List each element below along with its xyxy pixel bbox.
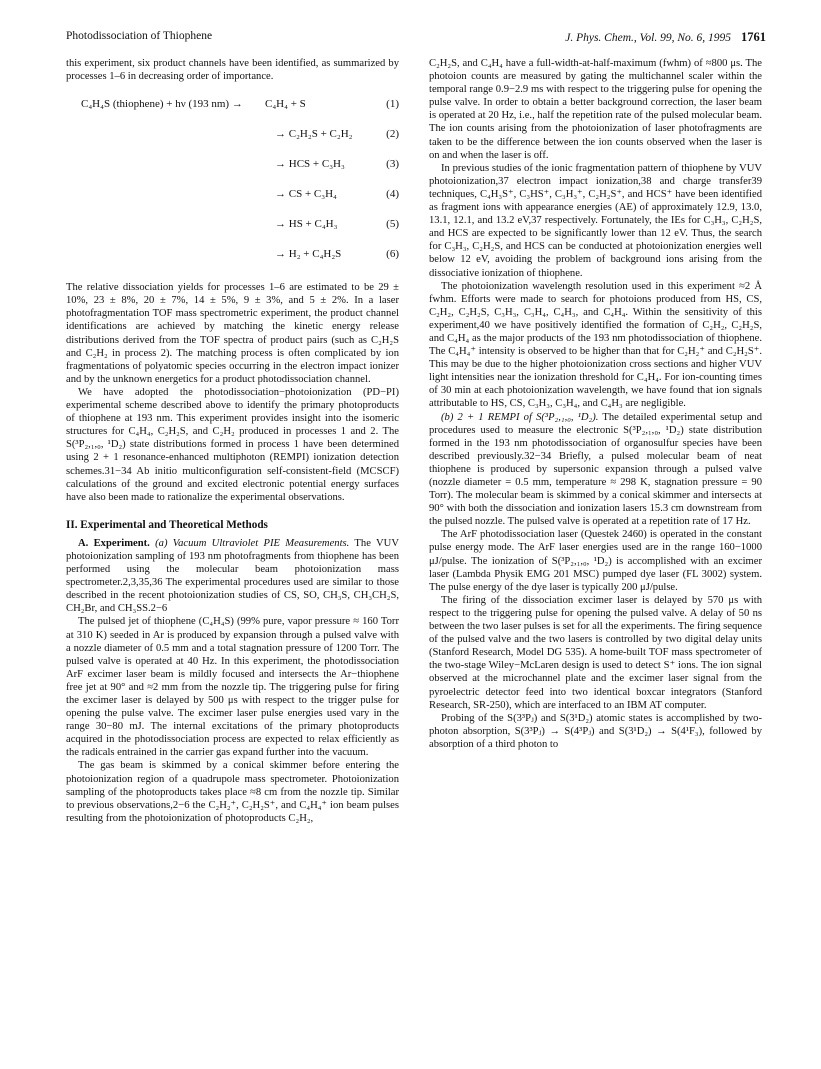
reaction-rhs: → CS + C₃H₄: [275, 188, 337, 201]
reaction-1: [66, 92, 399, 122]
reaction-rhs: C₄H₄ + S: [265, 98, 306, 111]
fwhm-paragraph: C₂H₂S, and C₄H₄ have a full-width-at-half-maximum (fwhm) of ≈800 μs. The photoion counts are measured by gating the multichannel scaler within the temporal range 0.9−2.9 ms with respect to the triggering pulse for opening the pulse valve. In order to obtain a better background correction, the laser beam is operated at 20 Hz, i.e., half the repetition rate of the pulsed molecular beam. The ion counts arising from the photoionization of laser photofragments are taken to be the difference between the ion counts observed when the laser is on and when the laser is off.: [429, 58, 762, 161]
reaction-5: [66, 212, 399, 242]
running-header: [66, 30, 766, 46]
reaction-rhs: → HCS + C₃H₃: [275, 158, 345, 171]
reaction-6: [66, 242, 399, 272]
reaction-number: (5): [386, 218, 399, 231]
journal-name: J. Phys. Chem., Vol. 99, No. 6, 1995: [565, 32, 731, 44]
reaction-number: (1): [386, 98, 399, 111]
reaction-scheme: [66, 92, 399, 272]
running-title: Photodissociation of Thiophene: [66, 30, 213, 42]
journal-citation: [565, 30, 766, 45]
rempi-paragraph: [429, 411, 762, 529]
vuv-paragraph: [66, 537, 399, 616]
reaction-number: (6): [386, 248, 399, 261]
fragmentation-paragraph: In previous studies of the ionic fragmentation pattern of thiophene by VUV photoionization,37 electron impact ionization,38 and charge transfer39 techniques, C₄H₃S⁺, C₃HS⁺, C₃H₃⁺, C₂H₂S⁺, and HCS⁺ have been identified as fragment ions with appearance energies (AE) of approximately 12.9, 13.0, 13.1, 12.1, and 13.2 eV,37 respectively. Fortunately, the IEs for C₃H₃, C₂H₂S, and HCS are expected to be significantly lower than 12 eV. Thus, the search for C₃H₃, C₂H₂S, and HCS can be conducted at photoionization energies well below 12 eV, avoiding the problem of background ions arising from the dissociative ionization of thiophene.: [429, 162, 762, 279]
reaction-number: (4): [386, 188, 399, 201]
reaction-3: [66, 152, 399, 182]
right-column: [429, 57, 762, 751]
vuv-text: The VUV photoionization sampling of 193 nm photofragments from thiophene has been performed using the molecular beam photoionization mass spectrometer.2,3,35,36 The experimental procedures used are similar to those described in the recent photoionization studies of CS, SO, CH₃S, CH₃CH₂S, CH₂Br, and CH₃SS.2−6: [66, 537, 399, 615]
reaction-number: (2): [386, 128, 399, 141]
section-heading: II. Experimental and Theoretical Methods: [66, 518, 268, 531]
rempi-text: The detailed experimental setup and procedures used to measure the electronic S(³P₂,₁,₀, ¹D₂) state distribution formed in the 193 nm photodissociation of organosulfur species have been described previously.32−34 Briefly, a pulsed molecular beam of neat thiophene is produced by supersonic expansion through a pulsed valve (nozzle diameter = 0.5 mm, temperature ≈ 298 K, stagnation pressure = 90 Torr). The molecular beam is skimmed by a conical skimmer and intersects at 90° with both the dissociation and ionization lasers 15.3 cm downstream from the pulsed nozzle. The pulsed valve is operated at a repetition rate of 17 Hz.: [429, 411, 762, 528]
reaction-lhs: C₄H₄S (thiophene) + hν (193 nm) →: [81, 98, 243, 111]
intro-paragraph: this experiment, six product channels have been identified, as summarized by processes 1–6 in decreasing order of importance.: [66, 58, 399, 83]
reaction-rhs: → HS + C₄H₃: [275, 218, 338, 231]
reaction-rhs: → C₂H₂S + C₂H₂: [275, 128, 353, 141]
yields-paragraph: The relative dissociation yields for processes 1–6 are estimated to be 29 ± 10%, 23 ± 8%, 20 ± 7%, 14 ± 5%, 9 ± 3%, and 5 ± 2%. In a laser photofragmentation TOF mass spectrometric experiment, the product channel identifications are achieved by matching the kinetic energy release distributions derived from the TOF spectra of product pairs (such as C₂H₂S and C₂H₂ in process 2). The matching process is often complicated by ion fragmentations of polyatomic species occurring in the electron impact ionizer and by the unknown energetics for a product photodissociation channel.: [66, 282, 399, 385]
pdpi-paragraph: We have adopted the photodissociation−photoionization (PD−PI) experimental scheme described above to identify the primary photoproducts of thiophene at 193 nm. This experiment provides insight into the isomeric structures for C₄H₄, C₂H₂S, and C₂H₂ produced in processes 1 and 2. The S(³P₂,₁,₀, ¹D₂) state distributions formed in process 1 have been determined using 2 + 1 resonance-enhanced multiphoton (REMPI) ionization detection schemes.31−34 Ab initio multiconfiguration self-consistent-field (MCSCF) calculations of the ground and excited electronic potential energy surfaces have also been made to rationalize the experimental observations.: [66, 386, 399, 503]
reaction-number: (3): [386, 158, 399, 171]
left-column: [66, 57, 399, 825]
reaction-2: [66, 122, 399, 152]
firing-paragraph: The firing of the dissociation excimer laser is delayed by 570 μs with respect to the triggering pulse for opening the pulsed valve. A delay of 50 ns between the two laser pulses is set for all the experiments. The firing sequence of the pulsed valve and the two lasers is controlled by two digital delay units (Stanford Research, Model DG 535). A home-built TOF mass spectrometer of the two-stage Wiley−McLaren design is used to detect S⁺ ions. The ion signal observed at the microchannel plate and the excimer laser signal from the pyroelectric detector feed into two identical boxcar integrators (Stanford Research, SR-250), which are interfaced to an IBM AT computer.: [429, 594, 762, 711]
subsection-subtitle: (a) Vacuum Ultraviolet PIE Measurements.: [155, 537, 350, 549]
reaction-rhs: → H₂ + C₄H₂S: [275, 248, 342, 261]
gas-beam-paragraph: The gas beam is skimmed by a conical skimmer before entering the photoionization region of a quadrupole mass spectrometer. Photoionization sampling of the photoproducts takes place ≈8 cm from the nozzle tip. Similar to previous observations,2−6 the C₂H₂⁺, C₂H₂S⁺, and C₄H₄⁺ ion beam pulses resulting from the photoionization of photoproducts C₂H₂,: [66, 760, 399, 824]
resolution-paragraph: The photoionization wavelength resolution used in this experiment ≈2 Å fwhm. Efforts were made to search for photoions produced from HS, CS, C₂H₂, C₂H₂S, C₃H₃, C₃H₄, C₄H₃, and C₄H₄. Within the sensitivity of this experiment,40 we have positively identified the formation of C₂H₂, C₂H₂S, and C₄H₄ as the major products of the 193 nm photodissociation of thiophene. The C₄H₄⁺ intensity is observed to be higher than that for C₂H₂⁺ and C₂H₂S⁺. This may be due to the higher photoionization cross sections and higher VUV light intensities near the ionization threshold for C₄H₄. For ion-counting times of 30 min at each photoionization wavelength, we have found that ion signals attributable to HS, CS, C₃H₃, C₃H₄, and C₄H₃ are negligible.: [429, 280, 762, 410]
arf-laser-paragraph: The ArF photodissociation laser (Questek 2460) is operated in the constant pulse energy mode. The ArF laser energies used are in the range 160−1000 μJ/pulse. The ionization of S(³P₂,₁,₀, ¹D₂) is accomplished with an excimer laser (Lambda Physik EMG 201 MSC) pumped dye laser (FL 3002) system. The pulse energy of the dye laser is typically 200 μJ/pulse.: [429, 529, 762, 593]
pulsed-jet-paragraph: The pulsed jet of thiophene (C₄H₄S) (99% pure, vapor pressure ≈ 160 Torr at 310 K) seeded in Ar is produced by expansion through a pulsed valve with a nozzle diameter of 0.5 mm and a total stagnation pressure of 1200 Torr. The pulsed valve is operated at 40 Hz. In this experiment, the photodissociation ArF excimer laser beam is mildly focused and intersects the Ar−thiophene free jet at 90° and ≈2 mm from the nozzle tip. The triggering pulse for firing the excimer laser is delayed by 500 μs with respect to the trigger pulse for opening the pulse valve. The excimer laser pulse energies used vary in the range 30−80 mJ. The internal excitations of the primary photoproducts acquired in the photodissociation process are expected to relax efficiently as the radicals entrained in the carrier gas expand further into the vacuum.: [66, 616, 399, 759]
probing-paragraph: Probing of the S(3³Pⱼ) and S(3¹D₂) atomic states is accomplished by two-photon absorption, S(3³Pⱼ) → S(4³Pⱼ) and S(3¹D₂) → S(4¹F₃), followed by absorption of a third photon to: [429, 712, 762, 750]
page-number: 1761: [741, 30, 766, 44]
subsection-label: A. Experiment.: [78, 537, 150, 549]
rempi-subheading: (b) 2 + 1 REMPI of S(³P₂,₁,₀, ¹D₂).: [441, 411, 599, 423]
reaction-4: [66, 182, 399, 212]
